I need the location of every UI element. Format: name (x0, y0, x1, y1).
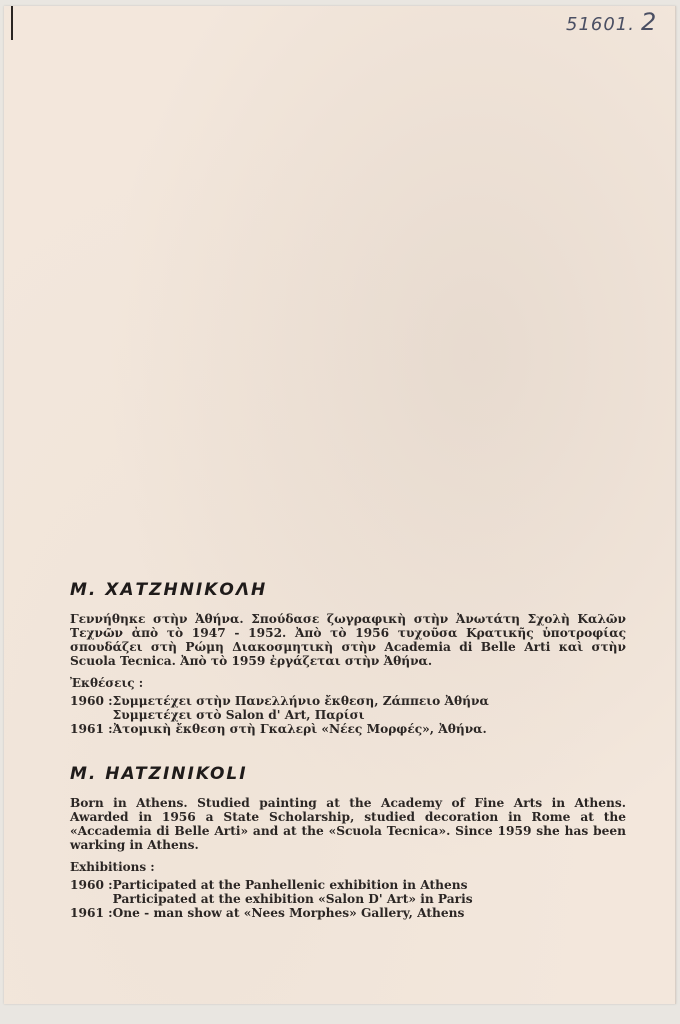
exhibition-row (70, 878, 473, 892)
exhibition-text: Συμμετέχει στὸ Salon d' Art, Παρίσι (112, 708, 365, 722)
english-exhibitions-label: Exhibitions : (70, 860, 155, 874)
greek-exhibitions-label: Ἐκθέσεις : (70, 676, 144, 690)
greek-biography: Γεννήθηκε στὴν Ἀθήνα. Σπούδασε ζωγραφικὴ στὴν Ἀνωτάτη Σχολὴ Καλῶν Τεχνῶν ἀπὸ τὸ 1947 - 1952. Ἀπὸ τὸ 1956 τυχοῦσα Κρατικῆς ὑποτροφίας σπουδάζει στὴ Ρώμη Διακοσμητικὴ στὴν Academia di Belle Arti καὶ στὴν Scuola Tecnica. Ἀπὸ τὸ 1959 ἐργάζεται στὴν Ἀθήνα. (70, 612, 626, 668)
exhibition-row (70, 722, 489, 736)
english-biography: Born in Athens. Studied painting at the Academy of Fine Arts in Athens. Awarded in 1956 a State Scholarship, studied decoration in Rome at the «Accademia di Belle Arti» and at the «Scuola Tecnica». Since 1959 she has been warking in Athens. (70, 796, 626, 852)
exhibition-year: 1961 : (70, 906, 113, 920)
corner-mark (11, 6, 13, 40)
exhibition-text: Ἀτομικὴ ἔκθεση στὴ Γκαλερὶ «Νέες Μορφές», Ἀθήνα. (112, 722, 487, 736)
exhibition-text: Συμμετέχει στὴν Πανελλήνιο ἔκθεση, Ζάππειο Ἀθήνα (112, 694, 489, 708)
exhibition-year: 1960 : (70, 694, 113, 708)
exhibition-text: One - man show at «Nees Morphes» Gallery, Athens (112, 906, 465, 920)
exhibition-year: 1961 : (70, 722, 113, 736)
biography-content (70, 580, 626, 920)
exhibition-text: Participated at the Panhellenic exhibition in Athens (112, 878, 468, 892)
handwritten-code: 51601. (566, 14, 635, 35)
exhibition-row (70, 708, 489, 722)
exhibition-year: 1960 : (70, 878, 113, 892)
exhibition-row (70, 694, 489, 708)
handwritten-page-number: 2 (641, 8, 657, 36)
greek-artist-name: Μ. ΧΑΤΖΗΝΙΚΟΛΗ (70, 580, 268, 600)
exhibition-row (70, 892, 473, 906)
english-artist-name: M. HATZINIKOLI (70, 764, 248, 784)
exhibition-year (70, 708, 113, 722)
exhibition-year (70, 892, 113, 906)
english-section (70, 764, 626, 920)
english-exhibitions-list (70, 878, 473, 920)
greek-section (70, 580, 626, 736)
greek-exhibitions-list (70, 694, 489, 736)
exhibition-row (70, 906, 473, 920)
exhibition-text: Participated at the exhibition «Salon D' Art» in Paris (112, 892, 473, 906)
